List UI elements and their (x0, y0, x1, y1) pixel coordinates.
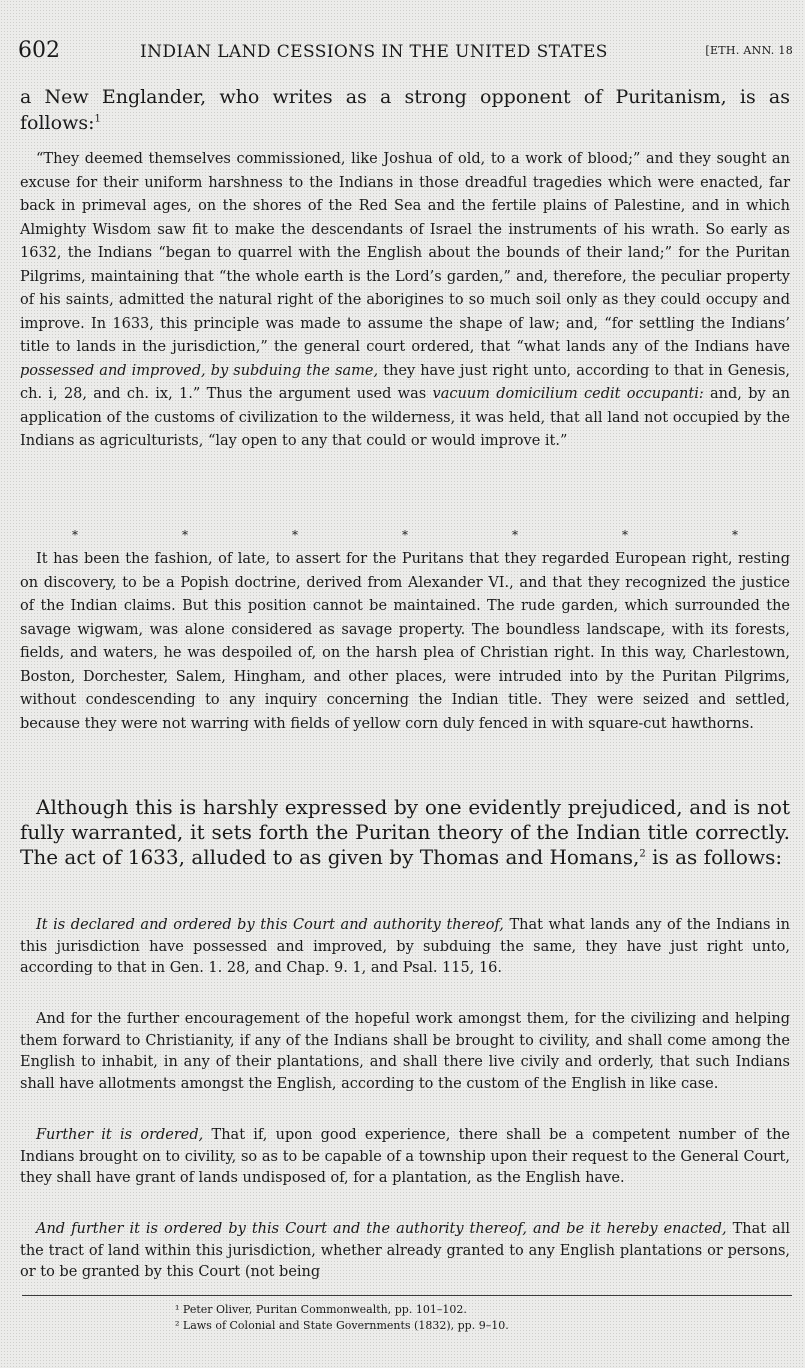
star: * (72, 528, 78, 542)
quote1-text-b: they have just right unto, according to that in Genesis, ch. i, 28, and ch. ix, 1.” Thus the argument used was (20, 362, 791, 402)
footnote-2: ² Laws of Colonial and State Governments (1832), pp. 9–10. (175, 1319, 509, 1332)
footnote-divider (22, 1295, 792, 1296)
footnote-1: ¹ Peter Oliver, Puritan Commonwealth, pp. 101–102. (175, 1303, 467, 1316)
statute-p4-italic: And further it is ordered by this Court and the authority thereof, and be it hereby enacted, (36, 1221, 727, 1237)
statute-p3-italic: Further it is ordered, (36, 1127, 204, 1143)
block-quote-1 (20, 148, 790, 454)
body-text: Although this is harshly expressed by one evidently prejudiced, and is not fully warranted, it sets forth the Puritan theory of the Indian title correctly. The act of 1633, alluded to as given by Thomas and Homans, (20, 795, 790, 869)
body-paragraph (20, 795, 790, 870)
statute-p3-text: That if, upon good experience, there shall be a competent number of the Indians brought on to civility, so as to be capable of a township upon their request to the General Court, they shall have grant of lands undisposed of, for a plantation, as the English have. (20, 1127, 790, 1186)
statute-p1-text: That what lands any of the Indians in this jurisdiction have possessed and improved, by subduing the same, they have just right unto, according to that in Gen. 1. 28, and Chap. 9. 1, and Psal. 115, 16. (20, 917, 791, 976)
statute-p4-text: That all the tract of land within this jurisdiction, whether already granted to any English plantations or persons, or to be granted by this Court (not being (20, 1221, 790, 1280)
quote1-italic-b: vacuum domicilium cedit occupanti: (432, 386, 704, 402)
statute-p1-italic: It is declared and ordered by this Court and authority thereof, (36, 917, 504, 933)
page-number: 602 (18, 38, 60, 63)
header-note: [ETH. ANN. 18 (705, 44, 793, 57)
star: * (732, 528, 738, 542)
page-header (18, 38, 793, 68)
star: * (622, 528, 628, 542)
running-title: INDIAN LAND CESSIONS IN THE UNITED STATES (140, 42, 608, 62)
star: * (512, 528, 518, 542)
footnote-ref-1: 1 (94, 113, 101, 125)
body-text-end: is as follows: (645, 845, 783, 869)
quote1-text-a: “They deemed themselves commissioned, like Joshua of old, to a work of blood;” and they sought an excuse for their uniform harshness to the Indians in those dreadful tragedies which were enacted, far back in primeval ages, on the shores of the Red Sea and the fertile plains of Palestine, and in which Almighty Wisdom saw fit to make the descendants of Israel the instruments of his wrath. So early as 1632, the Indians “began to quarrel with the English about the bounds of their land;” for the Puritan Pilgrims, maintaining that “the whole earth is the Lord’s garden,” and, therefore, the peculiar property of his saints, admitted the natural right of the aborigines to so much soil only as they could occupy and improve. In 1633, this principle was made to assume the shape of law; and, “for settling the Indians’ title to lands in the jurisdiction,” the general court ordered, that “what lands any of the Indians have (20, 151, 790, 355)
statute-paragraph-4 (20, 1219, 790, 1284)
statute-paragraph-3 (20, 1125, 790, 1190)
footnote-ref-2: 2 (639, 848, 646, 860)
statute-paragraph-2: And for the further encouragement of the hopeful work amongst them, for the civilizing and helping them forward to Christianity, if any of the Indians shall be brought to civility, and shall come among the English to inhabit, in any of their plantations, and shall there live civily and orderly, that such Indians shall have allotments amongst the English, according to the custom of the English in like case. (20, 1011, 790, 1092)
block-quote-2: It has been the fashion, of late, to assert for the Puritans that they regarded European right, resting on discovery, to be a Popish doctrine, derived from Alexander VI., and that they recognized the justice of the Indian claims. But this position cannot be maintained. The rude garden, which surrounded the savage wigwam, was alone considered as savage property. The boundless landscape, with its forests, fields, and waters, he was despoiled of, on the harsh plea of Christian right. In this way, Charlestown, Boston, Dorchester, Salem, Hingham, and other places, were intruded into by the Puritan Pilgrims, without condescending to any inquiry concerning the Indian title. They were seized and settled, because they were not warring with fields of yellow corn duly fenced in with square-cut hawthorns. (20, 551, 790, 732)
ellipsis-stars (20, 528, 790, 542)
star: * (402, 528, 408, 542)
footnotes (175, 1302, 775, 1334)
quote1-text-c: and, by an application of the customs of civilization to the wilderness, it was held, that all land not occupied by the Indians as agriculturists, “lay open to any that could or would improve it.” (20, 386, 790, 449)
lead-text: a New Englander, who writes as a strong opponent of Puritanism, is as follows: (20, 86, 790, 134)
statute-paragraph-1 (20, 915, 790, 980)
lead-paragraph (20, 84, 790, 136)
star: * (182, 528, 188, 542)
star: * (292, 528, 298, 542)
quote1-italic-a: possessed and improved, by subduing the same, (20, 362, 379, 379)
